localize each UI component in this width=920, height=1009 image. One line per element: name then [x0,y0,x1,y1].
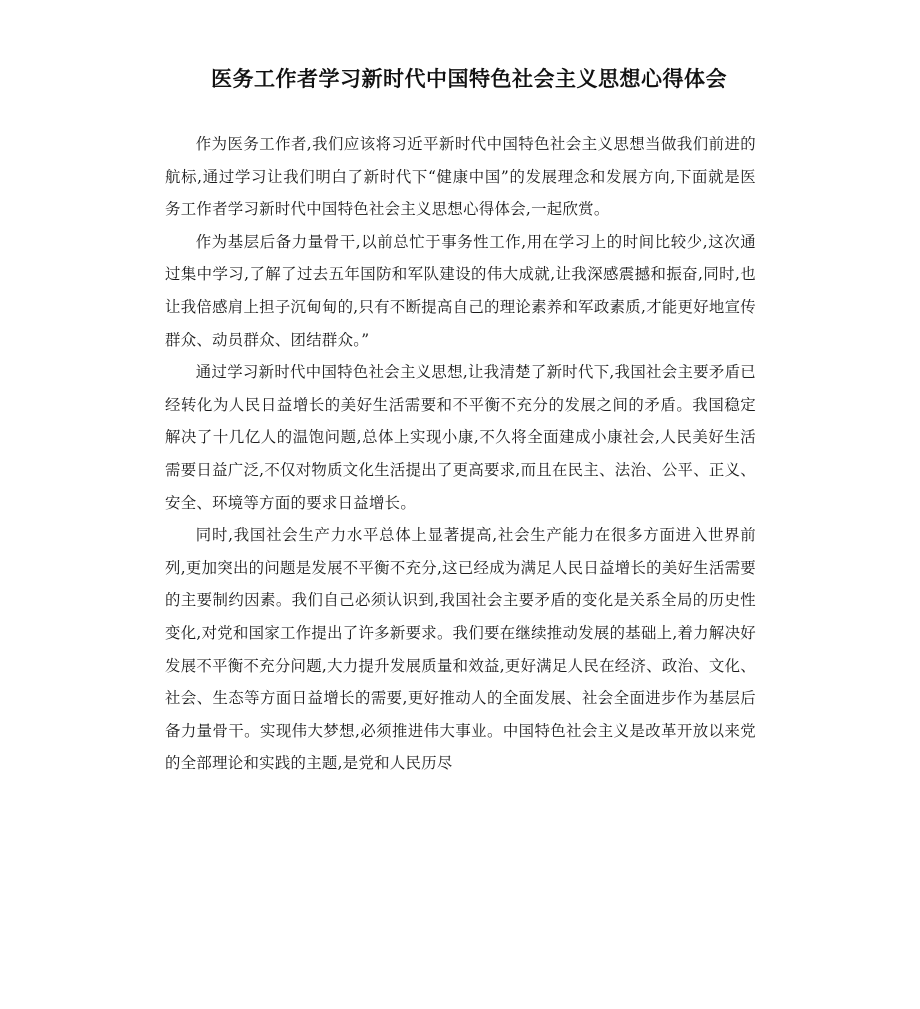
paragraph-main-contradiction: 通过学习新时代中国特色社会主义思想,让我清楚了新时代下,我国社会主要矛盾已经转化为人民日益增长的美好生活需要和不平衡不充分的发展之间的矛盾。我国稳定解决了十几亿人的温饱问题,总体上实现小康,不久将全面建成小康社会,人民美好生活需要日益广泛,不仅对物质文化生活提出了更高要求,而且在民主、法治、公平、正义、安全、环境等方面的要求日益增长。 [165,363,756,512]
document-title: 医务工作者学习新时代中国特色社会主义思想心得体会 [211,67,727,91]
paragraph-study-reflection: 作为基层后备力量骨干,以前总忙于事务性工作,用在学习上的时间比较少,这次通过集中学习,了解了过去五年国防和军队建设的伟大成就,让我深感震撼和振奋,同时,也让我倍感肩上担子沉甸甸的,只有不断提高自己的理论素养和军政素质,才能更好地宣传群众、动员群众、团结群众。” [165,232,756,349]
paragraph-development: 同时,我国社会生产力水平总体上显著提高,社会生产能力在很多方面进入世界前列,更加突出的问题是发展不平衡不充分,这已经成为满足人民日益增长的美好生活需要的主要制约因素。我们自己必须认识到,我国社会主要矛盾的变化是关系全局的历史性变化,对党和国家工作提出了许多新要求。我们要在继续推动发展的基础上,着力解决好发展不平衡不充分问题,大力提升发展质量和效益,更好满足人民在经济、政治、文化、社会、生态等方面日益增长的需要,更好推动人的全面发展、社会全面进步作为基层后备力量骨干。实现伟大梦想,必须推进伟大事业。中国特色社会主义是改革开放以来党的全部理论和实践的主题,是党和人民历尽 [165,526,756,773]
document-body [165,128,756,780]
paragraph-intro: 作为医务工作者,我们应该将习近平新时代中国特色社会主义思想当做我们前进的航标,通过学习让我们明白了新时代下“健康中国”的发展理念和发展方向,下面就是医务工作者学习新时代中国特色社会主义思想心得体会,一起欣赏。 [165,135,756,219]
